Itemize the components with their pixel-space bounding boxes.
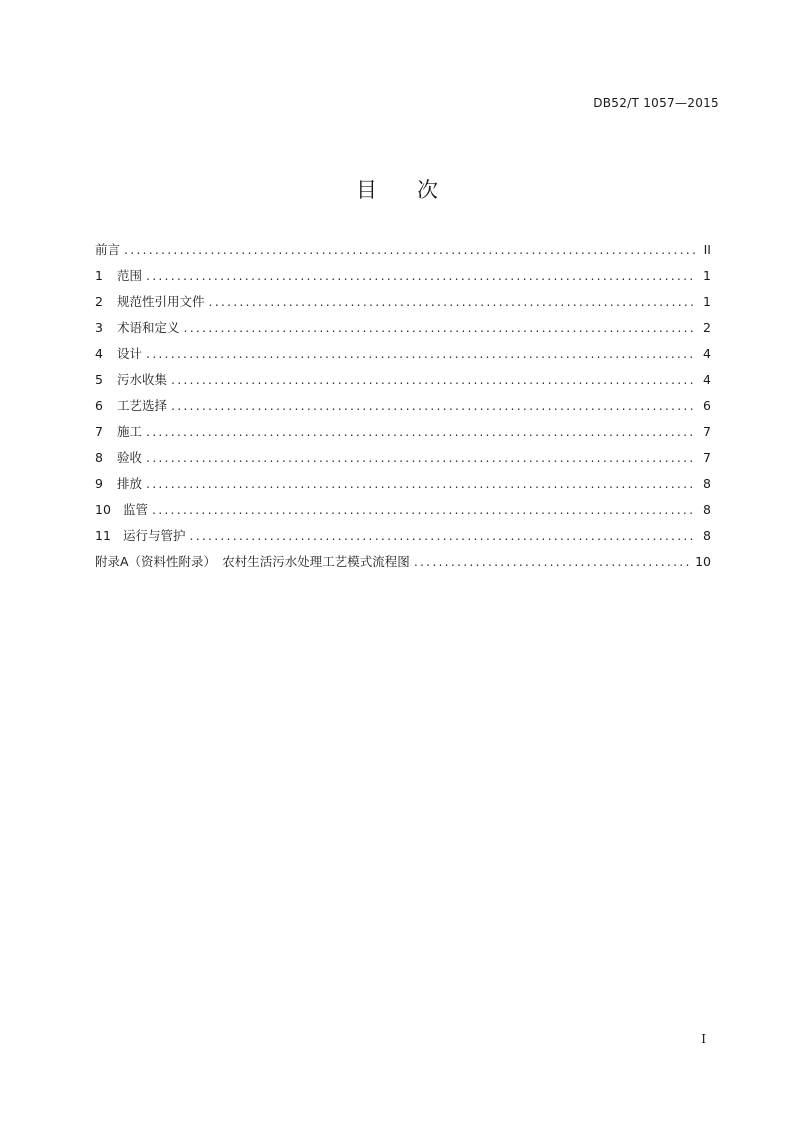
toc-leader-dots	[184, 320, 695, 335]
page-number: I	[701, 1032, 706, 1046]
toc-leader-dots	[171, 398, 695, 413]
toc-entry-acceptance[interactable]	[95, 448, 711, 474]
toc-entry-construction[interactable]	[95, 422, 711, 448]
toc-entry-page: 2	[703, 320, 711, 335]
toc-entry-number: 2	[95, 294, 103, 309]
toc-leader-dots	[146, 268, 695, 283]
toc-entry-page: 8	[703, 528, 711, 543]
toc-title	[0, 174, 794, 204]
toc-entry-sewage-collection[interactable]	[95, 370, 711, 396]
toc-entry-page: 7	[703, 450, 711, 465]
toc-leader-dots	[209, 294, 695, 309]
toc-entry-foreword[interactable]	[95, 240, 711, 266]
toc-entry-page: II	[703, 242, 711, 257]
toc-entry-page: 8	[703, 476, 711, 491]
toc-leader-dots	[146, 424, 695, 439]
toc-entry-page: 4	[703, 372, 711, 387]
toc-entry-title: 运行与管护	[123, 528, 186, 543]
toc-entry-operation-maintenance[interactable]	[95, 526, 711, 552]
toc-entry-title: 附录A（资料性附录） 农村生活污水处理工艺模式流程图	[95, 554, 410, 569]
toc-title-char-1: 目	[356, 178, 377, 202]
toc-entry-discharge[interactable]	[95, 474, 711, 500]
toc-entry-title: 排放	[117, 476, 143, 491]
toc-entry-page: 4	[703, 346, 711, 361]
toc-list	[95, 240, 711, 578]
toc-entry-title: 前言	[95, 242, 121, 257]
toc-entry-title: 工艺选择	[117, 398, 168, 413]
toc-leader-dots	[190, 528, 695, 543]
toc-entry-scope[interactable]	[95, 266, 711, 292]
toc-leader-dots	[171, 372, 695, 387]
toc-entry-normative-references[interactable]	[95, 292, 711, 318]
toc-entry-process-selection[interactable]	[95, 396, 711, 422]
toc-entry-terms-definitions[interactable]	[95, 318, 711, 344]
toc-entry-number: 10	[95, 502, 111, 517]
toc-entry-number: 1	[95, 268, 103, 283]
toc-entry-title: 监管	[123, 502, 149, 517]
toc-entry-design[interactable]	[95, 344, 711, 370]
toc-entry-page: 8	[703, 502, 711, 517]
toc-entry-title: 范围	[117, 268, 143, 283]
toc-entry-page: 1	[703, 294, 711, 309]
toc-entry-number: 6	[95, 398, 103, 413]
toc-entry-title: 设计	[117, 346, 143, 361]
toc-entry-number: 7	[95, 424, 103, 439]
toc-entry-title: 规范性引用文件	[117, 294, 205, 309]
toc-title-char-2: 次	[417, 178, 438, 202]
toc-entry-page: 10	[695, 554, 711, 569]
toc-leader-dots	[414, 554, 689, 569]
toc-entry-title: 术语和定义	[117, 320, 180, 335]
toc-entry-number: 8	[95, 450, 103, 465]
toc-entry-page: 7	[703, 424, 711, 439]
document-code: DB52/T 1057—2015	[593, 96, 719, 110]
toc-entry-title: 污水收集	[117, 372, 168, 387]
toc-entry-title: 施工	[117, 424, 143, 439]
toc-leader-dots	[146, 346, 695, 361]
toc-leader-dots	[124, 242, 695, 257]
toc-leader-dots	[146, 450, 695, 465]
toc-leader-dots	[152, 502, 695, 517]
toc-leader-dots	[146, 476, 695, 491]
toc-entry-supervision[interactable]	[95, 500, 711, 526]
toc-entry-title: 验收	[117, 450, 143, 465]
toc-entry-page: 1	[703, 268, 711, 283]
toc-entry-number: 4	[95, 346, 103, 361]
toc-entry-number: 9	[95, 476, 103, 491]
toc-entry-appendix-a[interactable]	[95, 552, 711, 578]
toc-entry-page: 6	[703, 398, 711, 413]
toc-entry-number: 5	[95, 372, 103, 387]
toc-entry-number: 11	[95, 528, 111, 543]
toc-entry-number: 3	[95, 320, 103, 335]
